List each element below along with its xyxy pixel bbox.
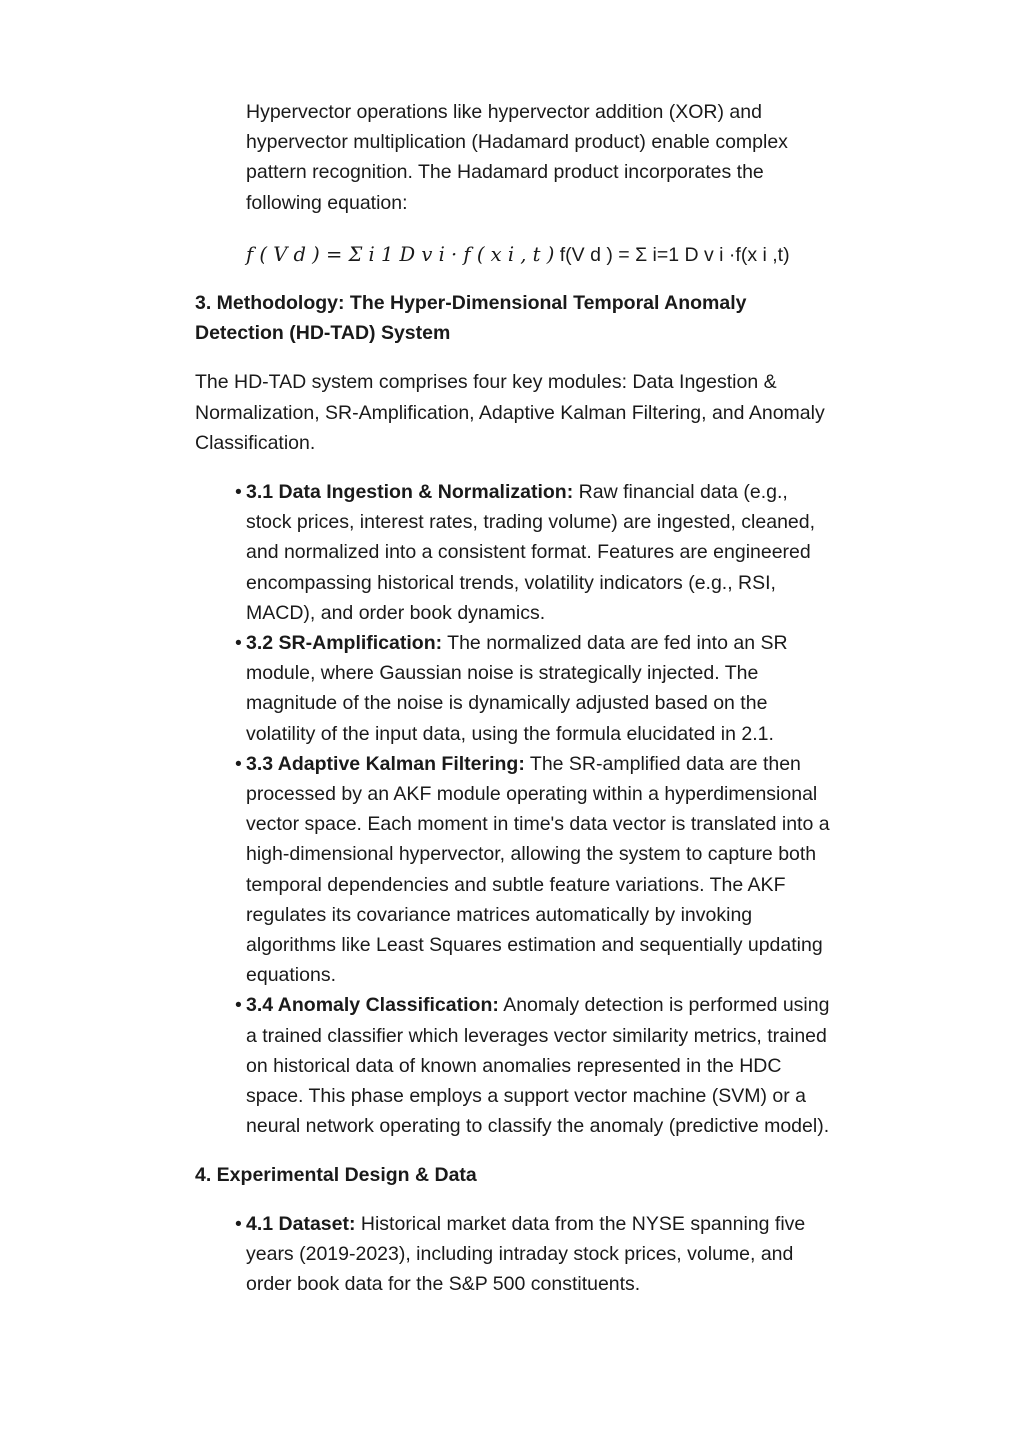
item-text: The normalized data are fed into an SR module, where Gaussian noise is strategically injected. The magnitude of the noise is dynamically adjusted based on the volatility of the input data, using the formula elucidated in 2.1. xyxy=(246,632,788,745)
list-item xyxy=(246,749,835,991)
intro-paragraph: Hypervector operations like hypervector addition (XOR) and hypervector multiplication (Hadamard product) enable complex pattern recognition. The Hadamard product incorporates the following equation: xyxy=(246,101,788,214)
item-label: 3.4 Anomaly Classification: xyxy=(246,994,499,1017)
section-3-list xyxy=(195,477,835,1141)
list-item xyxy=(246,477,835,628)
item-label: 3.2 SR-Amplification: xyxy=(246,632,443,655)
item-label: 3.1 Data Ingestion & Normalization: xyxy=(246,481,574,504)
section-4-list xyxy=(195,1209,835,1300)
item-text: Anomaly detection is performed using a trained classifier which leverages vector similarity metrics, trained on historical data of known anomalies represented in the HDC space. This phase employs a support vector machine (SVM) or a neural network operating to classify the anomaly (predictive model). xyxy=(246,994,830,1138)
section-3-paragraph: The HD-TAD system comprises four key modules: Data Ingestion & Normalization, SR-Amplification, Adaptive Kalman Filtering, and Anomaly Classification. xyxy=(195,371,825,454)
list-item xyxy=(246,1209,835,1300)
equation-plain: f(V d ) = Σ i=1 D v i ·f(x i ,t) xyxy=(559,243,790,266)
list-item xyxy=(246,990,835,1141)
item-text: Raw financial data (e.g., stock prices, interest rates, trading volume) are ingested, cleaned, and normalized into a consistent format. Features are engineered encompassing historical trends, volatility indicators (e.g., RSI, MACD), and order book dynamics. xyxy=(246,481,816,624)
equation xyxy=(246,240,835,270)
item-label: 4.1 Dataset: xyxy=(246,1212,356,1235)
item-text: The SR-amplified data are then processed by an AKF module operating within a hyperdimensional vector space. Each moment in time's data vector is translated into a high-dimensional hypervector, allowing the system to capture both temporal dependencies and subtle feature variations. The AKF regulates its covariance matrices automatically by invoking algorithms like Least Squares estimation and sequentially updating equations. xyxy=(246,752,830,987)
item-label: 3.3 Adaptive Kalman Filtering: xyxy=(246,752,525,775)
section-4-heading: 4. Experimental Design & Data xyxy=(195,1163,477,1186)
section-3-heading: 3. Methodology: The Hyper-Dimensional Temporal Anomaly Detection (HD-TAD) System xyxy=(195,292,747,345)
equation-italic: f ( V d ) = Σ i 1 D v i · f ( x i , t ) xyxy=(246,242,555,266)
document-page xyxy=(195,97,835,1299)
item-text: Historical market data from the NYSE spanning five years (2019-2023), including intraday stock prices, volume, and order book data for the S&P 500 constituents. xyxy=(246,1212,806,1296)
list-item xyxy=(246,628,835,749)
